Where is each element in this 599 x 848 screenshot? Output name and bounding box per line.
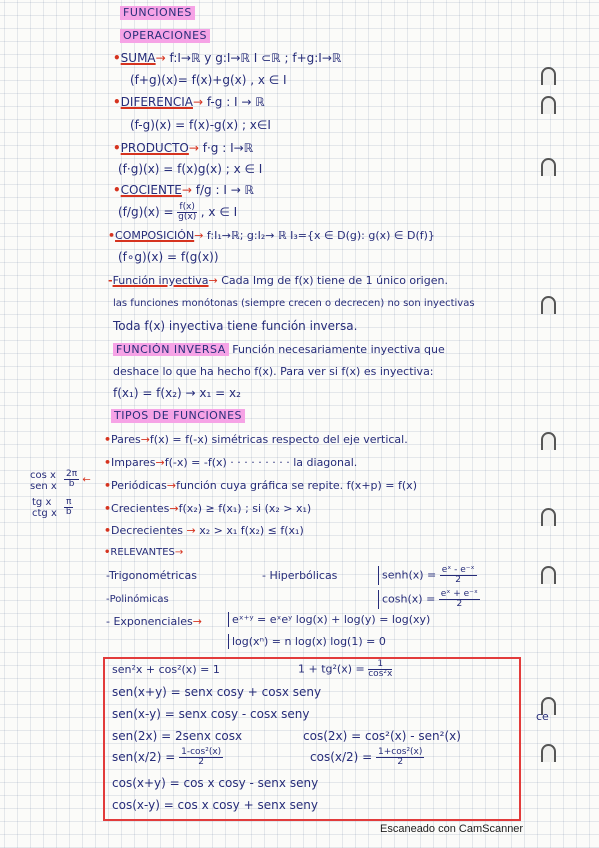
binder-ring-7 — [541, 566, 556, 584]
exp-line1: eˣ⁺ʸ = eˣeʸ log(x) + log(y) = log(xy) — [228, 612, 430, 627]
identity-row-5b: cos(x/2) = $\frac{\text{1+cos²(x)}}{2}$ — [310, 747, 423, 767]
binder-ring-2 — [541, 96, 556, 114]
trigonometricas-label: -Trigonométricas — [106, 569, 197, 582]
cociente-formula: (f/g)(x) = $\frac{f(x)}{g(x)}$ , x ∈ I — [118, 202, 238, 222]
diferencia-label: DIFERENCIA — [120, 95, 193, 109]
side-note-period-2pi: $\frac{2\pi}{b}$ ← — [66, 469, 91, 489]
identity-row-5a: sen(x/2) = $\frac{\text{1-cos²(x)}}{2}$ — [112, 747, 222, 767]
cociente-def: f/g : I → ℝ — [195, 183, 255, 197]
cociente-line: •COCIENTE→ f/g : I → ℝ — [113, 183, 255, 197]
identity-row-1a: sen²x + cos²(x) = 1 — [112, 663, 220, 676]
identity-row-7: cos(x-y) = cos x cosy + senx seny — [112, 798, 318, 812]
inyectiva-line3: Toda f(x) inyectiva tiene función inversa. — [113, 319, 358, 333]
tipos-heading: TIPOS DE FUNCIONES — [111, 409, 245, 423]
identity-row-3: sen(x-y) = senx cosy - cosx seny — [112, 707, 310, 721]
suma-formula: (f+g)(x)= f(x)+g(x) , x ∈ I — [130, 73, 287, 87]
producto-def: f·g : I→ℝ — [202, 141, 254, 155]
suma-label: SUMA — [120, 51, 156, 65]
hiperbolicas-label: - Hiperbólicas — [262, 569, 338, 582]
decrecientes-line: •Decrecientes → x₂ > x₁ f(x₂) ≤ f(x₁) — [104, 524, 304, 537]
cociente-label: COCIENTE — [120, 183, 182, 197]
identity-row-2: sen(x+y) = senx cosy + cosx seny — [112, 685, 322, 699]
binder-ring-9 — [541, 744, 556, 762]
binder-ring-5 — [541, 432, 556, 450]
inversa-line3: f(x₁) = f(x₂) → x₁ = x₂ — [113, 386, 241, 400]
composicion-def: f:I₁→ℝ; g:I₂→ ℝ I₃={x ∈ D(g): g(x) ∈ D(f)} — [206, 229, 435, 242]
composicion-line: •COMPOSICIÓN→ f:I₁→ℝ; g:I₂→ ℝ I₃={x ∈ D(g): g(x) ∈ D(f)} — [108, 229, 435, 242]
composicion-formula: (f∘g)(x) = f(g(x)) — [118, 250, 219, 264]
margin-note: ce — [536, 710, 549, 723]
inversa-line2: deshace lo que ha hecho f(x). Para ver si f(x) es inyectiva: — [113, 365, 434, 378]
inyectiva-line1: -Función inyectiva→ Cada Img de f(x) tiene de 1 único origen. — [108, 274, 448, 287]
suma-def: f:I→ℝ y g:I→ℝ I ⊂ℝ ; f+g:I→ℝ — [169, 51, 342, 65]
producto-label: PRODUCTO — [120, 141, 189, 155]
exponenciales-label: - Exponenciales→ — [106, 615, 202, 628]
diferencia-def: f-g : I → ℝ — [206, 95, 265, 109]
senh-formula: senh(x) = $\frac{\text{eˣ - e⁻ˣ}}{2}$ — [378, 566, 477, 585]
composicion-label: COMPOSICIÓN — [115, 229, 195, 242]
inversa-label: FUNCIÓN INVERSA — [113, 343, 229, 356]
impares-line: •Impares→f(-x) = -f(x) · · · · · · · · · la diagonal. — [104, 456, 358, 469]
cociente-fraction: $\frac{f(x)}{g(x)}$ — [178, 202, 197, 222]
side-note-tg-ctg: tg x ctg x — [32, 497, 57, 519]
suma-line: •SUMA→ f:I→ℝ y g:I→ℝ I ⊂ℝ ; f+g:I→ℝ — [113, 51, 342, 65]
scanner-footer: Escaneado con CamScanner — [380, 823, 524, 835]
identity-row-4b: cos(2x) = cos²(x) - sen²(x) — [303, 729, 461, 743]
crecientes-line: •Crecientes→f(x₂) ≥ f(x₁) ; si (x₂ > x₁) — [104, 502, 312, 515]
identity-row-1b: 1 + tg²(x) = $\frac{1}{\text{cos²x}}$ — [298, 659, 393, 679]
binder-ring-3 — [541, 158, 556, 176]
diferencia-formula: (f-g)(x) = f(x)-g(x) ; x∈I — [130, 118, 271, 132]
page-title: FUNCIONES — [120, 6, 195, 20]
inyectiva-label: Función inyectiva — [112, 274, 209, 287]
identity-row-6: cos(x+y) = cos x cosy - senx seny — [112, 776, 319, 790]
relevantes-line: •RELEVANTES→ — [104, 547, 184, 558]
binder-ring-4 — [541, 296, 556, 314]
side-note-period-pi: $\frac{\pi}{b}$ — [65, 497, 72, 517]
side-note-cos-sen: cos x sen x — [30, 470, 57, 492]
inversa-line1: FUNCIÓN INVERSA Función necesariamente inyectiva que — [113, 342, 445, 357]
pares-line: •Pares→f(x) = f(-x) simétricas respecto del eje vertical. — [104, 433, 408, 446]
exp-line2: log(xⁿ) = n log(x) log(1) = 0 — [228, 634, 386, 649]
producto-formula: (f·g)(x) = f(x)g(x) ; x ∈ I — [118, 162, 263, 176]
periodicas-line: •Periódicas→función cuya gráfica se repite. f(x+p) = f(x) — [104, 479, 417, 492]
inyectiva-line2: las funciones monótonas (siempre crecen o decrecen) no son inyectivas — [113, 298, 475, 309]
producto-line: •PRODUCTO→ f·g : I→ℝ — [113, 141, 254, 155]
binder-ring-6 — [541, 508, 556, 526]
operaciones-heading: OPERACIONES — [120, 29, 210, 43]
identity-row-4a: sen(2x) = 2senx cosx — [112, 729, 243, 743]
cosh-formula: cosh(x) = $\frac{\text{eˣ + e⁻ˣ}}{2}$ — [378, 590, 480, 609]
diferencia-line: •DIFERENCIA→ f-g : I → ℝ — [113, 95, 265, 109]
polinomicas-label: -Polinómicas — [106, 594, 169, 605]
binder-ring-1 — [541, 67, 556, 85]
